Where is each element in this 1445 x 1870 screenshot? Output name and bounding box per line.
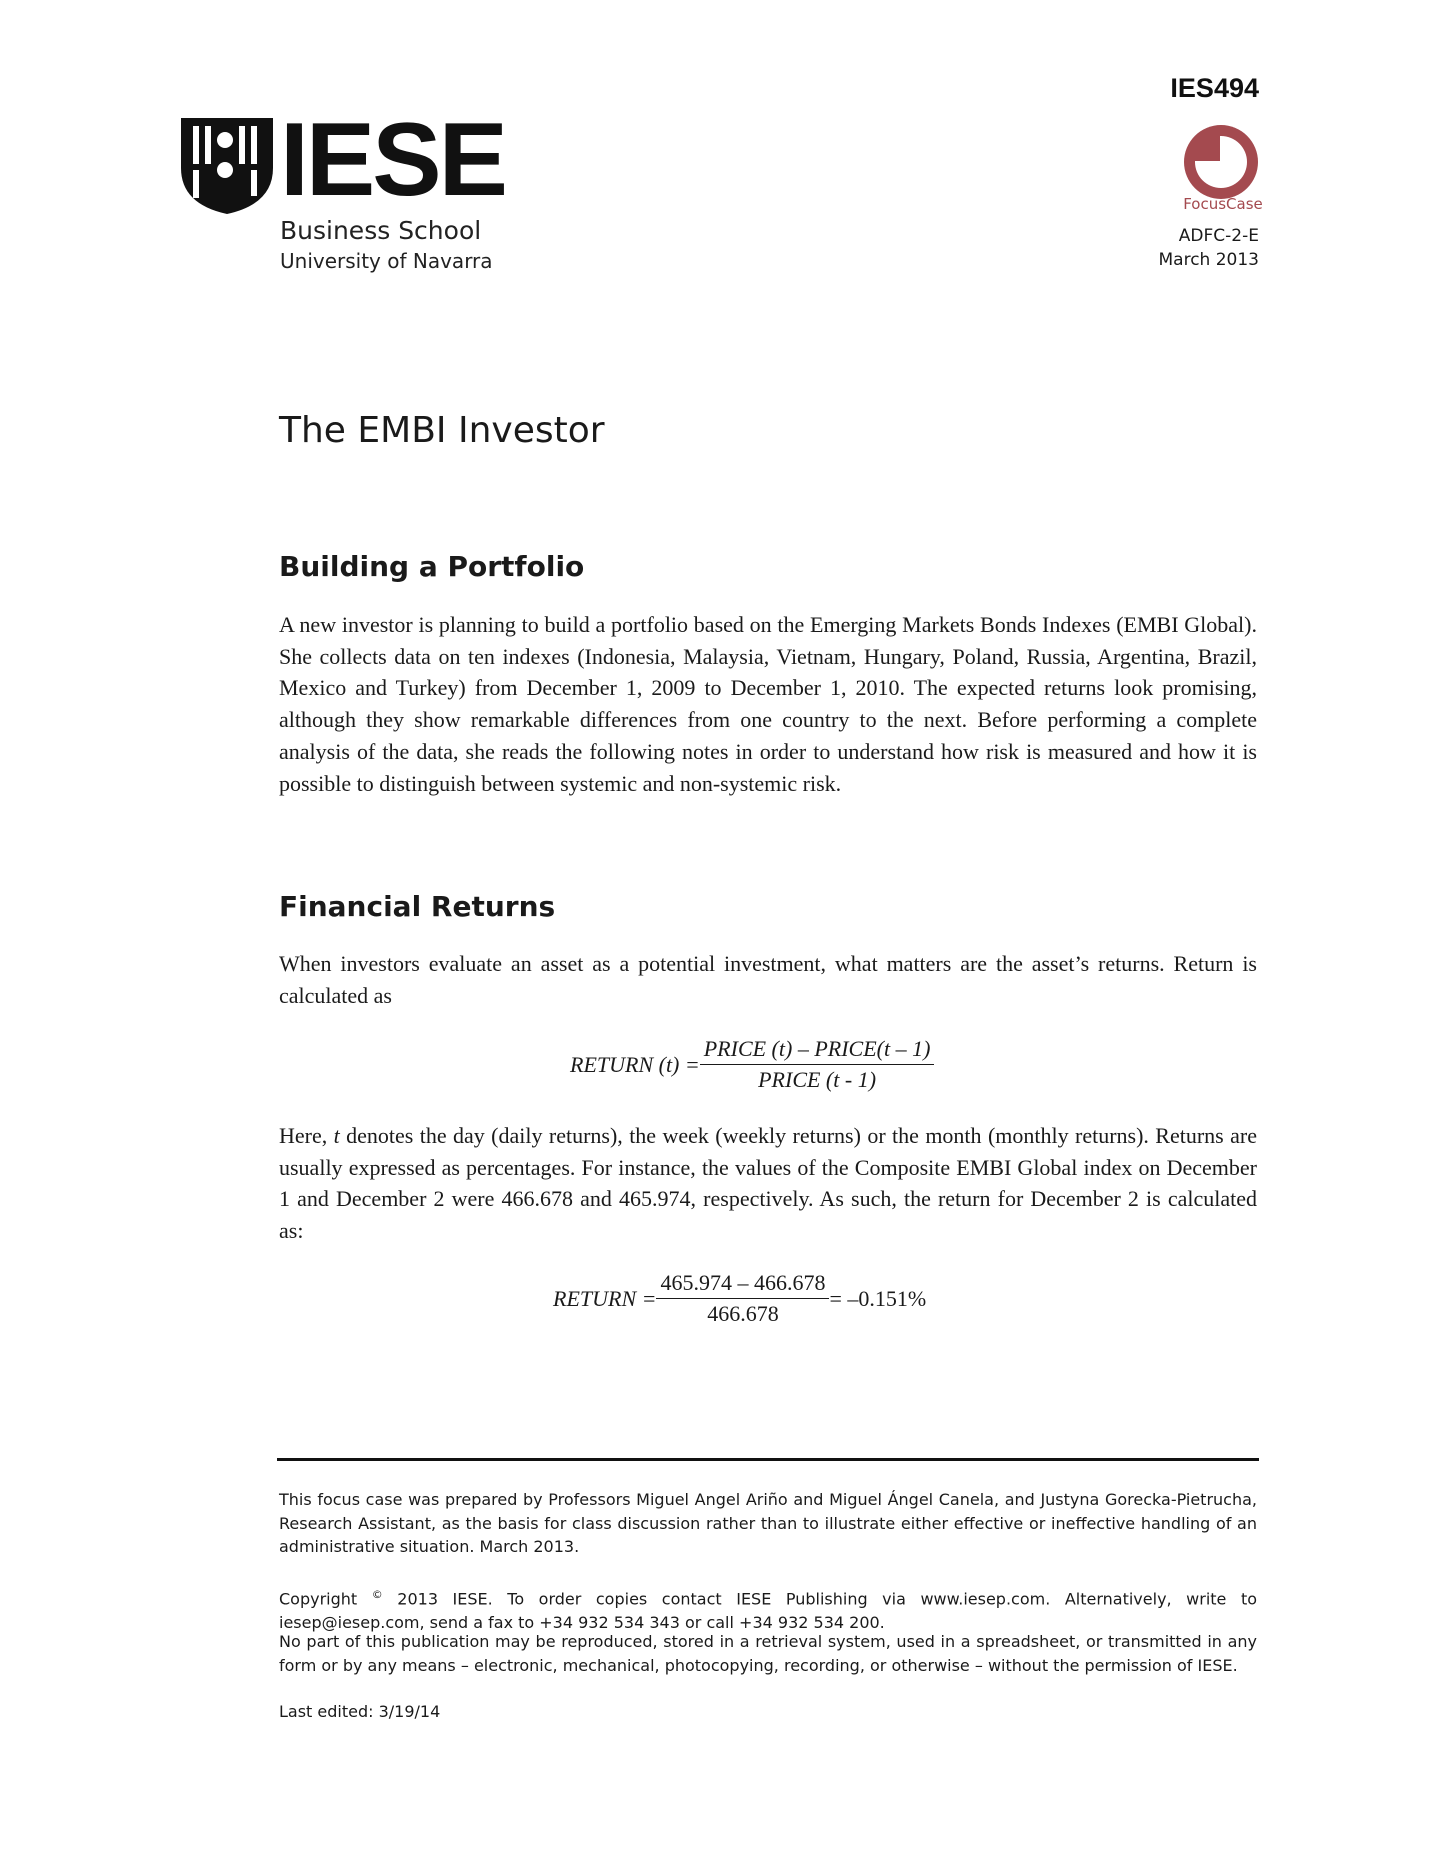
footnote-copyright <box>279 1583 1257 1634</box>
document-title: The EMBI Investor <box>279 410 605 451</box>
logo-subtitle-university: University of Navarra <box>280 249 493 273</box>
formula-lhs: RETURN (t) = <box>570 1051 700 1077</box>
footnote-prepared-by: This focus case was prepared by Professors Miguel Angel Ariño and Miguel Ángel Canela, and Justyna Gorecka-Pietrucha, Research Assistant, as the basis for class discussion rather than to illustrate either effective or ineffective handling of an administrative situation. March 2013. <box>279 1490 1257 1556</box>
document-date: March 2013 <box>1158 250 1259 270</box>
footer-divider <box>277 1458 1259 1461</box>
section-heading-building-portfolio: Building a Portfolio <box>279 550 585 583</box>
formula-result: = –0.151% <box>829 1285 927 1311</box>
formula-lhs: RETURN = <box>553 1285 657 1311</box>
section-heading-financial-returns: Financial Returns <box>279 890 556 923</box>
return-formula <box>570 1036 934 1093</box>
copyright-prefix: Copyright <box>279 1589 372 1609</box>
case-code: IES494 <box>1170 73 1259 103</box>
logo-subtitle-school: Business School <box>280 216 482 245</box>
formula-numerator: 465.974 – 466.678 <box>656 1270 829 1299</box>
variable-t: t <box>333 1123 340 1148</box>
paragraph-building-portfolio: A new investor is planning to build a portfolio based on the Emerging Markets Bonds Indexes (EMBI Global). She collects data on ten indexes (Indonesia, Malaysia, Vietnam, Hungary, Poland, Russia, Argentina, Brazil, Mexico and Turkey) from December 1, 2009 to December 1, 2010. The expected returns look promising, although they show remarkable differences from one country to the next. Before performing a complete analysis of the data, she reads the following notes in order to understand how risk is measured and how it is possible to distinguish between systemic and non-systemic risk. <box>279 612 1257 796</box>
document-reference: ADFC-2-E <box>1178 226 1259 246</box>
focuscase-label: FocusCase <box>1183 195 1263 213</box>
copyright-symbol: © <box>371 1588 383 1601</box>
iese-shield-logo-icon <box>181 118 273 214</box>
copyright-text: 2013 IESE. To order copies contact IESE Publishing via www.iesep.com. Alternatively, write to iesep@iesep.com, send a fax to +34 932 534 343 or call +34 932 534 200. <box>279 1589 1258 1632</box>
paragraph-returns-intro: When investors evaluate an asset as a potential investment, what matters are the asset’s returns. Return is calculated as <box>279 951 1257 1008</box>
logo-wordmark: IESE <box>280 102 505 218</box>
formula-denominator: PRICE (t - 1) <box>758 1067 877 1092</box>
footnote-last-edited: Last edited: 3/19/14 <box>279 1702 441 1721</box>
paragraph-text: Here, <box>279 1123 334 1148</box>
formula-denominator: 466.678 <box>707 1301 779 1326</box>
return-example-formula <box>553 1270 926 1327</box>
focuscase-clock-icon <box>1183 124 1259 200</box>
footnote-rights: No part of this publication may be reproduced, stored in a retrieval system, used in a spreadsheet, or transmitted in any form or by any means – electronic, mechanical, photocopying, recording, or otherwise – without the permission of IESE. <box>279 1632 1257 1675</box>
formula-numerator: PRICE (t) – PRICE(t – 1) <box>700 1036 935 1065</box>
formula-fraction <box>656 1270 829 1327</box>
paragraph-text: denotes the day (daily returns), the week (weekly returns) or the month (monthly returns). Returns are usually expressed as percentages. For instance, the values of the Composite EMBI Global index on December 1 and December 2 were 466.678 and 465.974, respectively. As such, the return for December 2 is calculated as: <box>279 1123 1257 1244</box>
paragraph-returns-example <box>279 1120 1257 1247</box>
formula-fraction <box>700 1036 935 1093</box>
